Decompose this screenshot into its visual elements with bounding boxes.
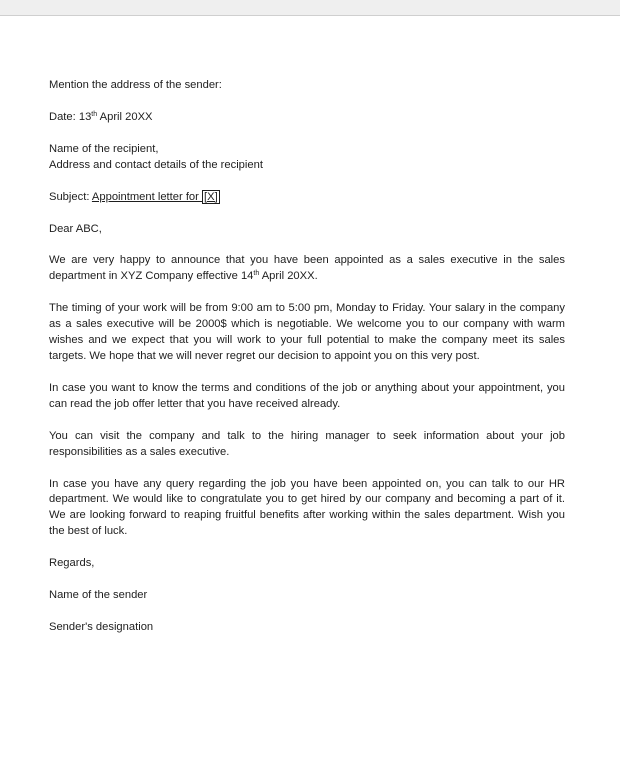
recipient-name: Name of the recipient, xyxy=(49,142,159,155)
subject-placeholder: [X] xyxy=(204,190,218,203)
viewer-top-bar xyxy=(0,0,620,15)
letter-body xyxy=(49,78,565,652)
paragraph-appointment-date: April 20XX. xyxy=(259,270,318,283)
paragraph-timing: The timing of your work will be from 9:00 am to 5:00 pm, Monday to Friday. Your salary in the company as a sales executive will be 2000$ which is negotiable. We welcome you to our company with warm wishes and we expect that you will work to your full potential to make the company meet its sales targets. We hope that we will never regret our decision to appoint you on this very post. xyxy=(49,302,565,362)
sender-name: Name of the sender xyxy=(49,589,148,602)
salutation: Dear ABC, xyxy=(49,222,102,235)
paragraph-query: In case you have any query regarding the job you have been appointed on, you can talk to our HR department. We would like to congratulate you to get hired by our company and becoming a part of it. We are looking forward to reaping fruitful benefits after working within the sales department. Wish you the best of luck. xyxy=(49,477,565,538)
paragraph-appointment-ordinal: th xyxy=(253,270,260,278)
subject-label: Subject: xyxy=(49,190,92,203)
recipient-block xyxy=(49,142,565,174)
paragraph-appointment xyxy=(49,253,565,285)
subject-line xyxy=(49,190,565,206)
date-label: Date: 13 xyxy=(49,110,92,123)
paragraph-appointment-text: We are very happy to announce that you have been appointed as a sales executive in the sales department in XYZ Company effective 14 xyxy=(49,254,565,283)
sender-designation: Sender's designation xyxy=(49,620,154,633)
date-ordinal: th xyxy=(91,110,98,118)
date-line xyxy=(49,110,565,126)
paragraph-terms: In case you want to know the terms and conditions of the job or anything about your appointment, you can read the job offer letter that you have received already. xyxy=(49,381,565,410)
sender-address-line: Mention the address of the sender: xyxy=(49,79,222,91)
date-rest: April 20XX xyxy=(97,110,153,123)
closing: Regards, xyxy=(49,557,95,570)
recipient-address: Address and contact details of the recipient xyxy=(49,158,263,171)
subject-text: Appointment letter for xyxy=(91,190,202,203)
paragraph-visit: You can visit the company and talk to the hiring manager to seek information about your job responsibilities as a sales executive. xyxy=(49,429,565,458)
